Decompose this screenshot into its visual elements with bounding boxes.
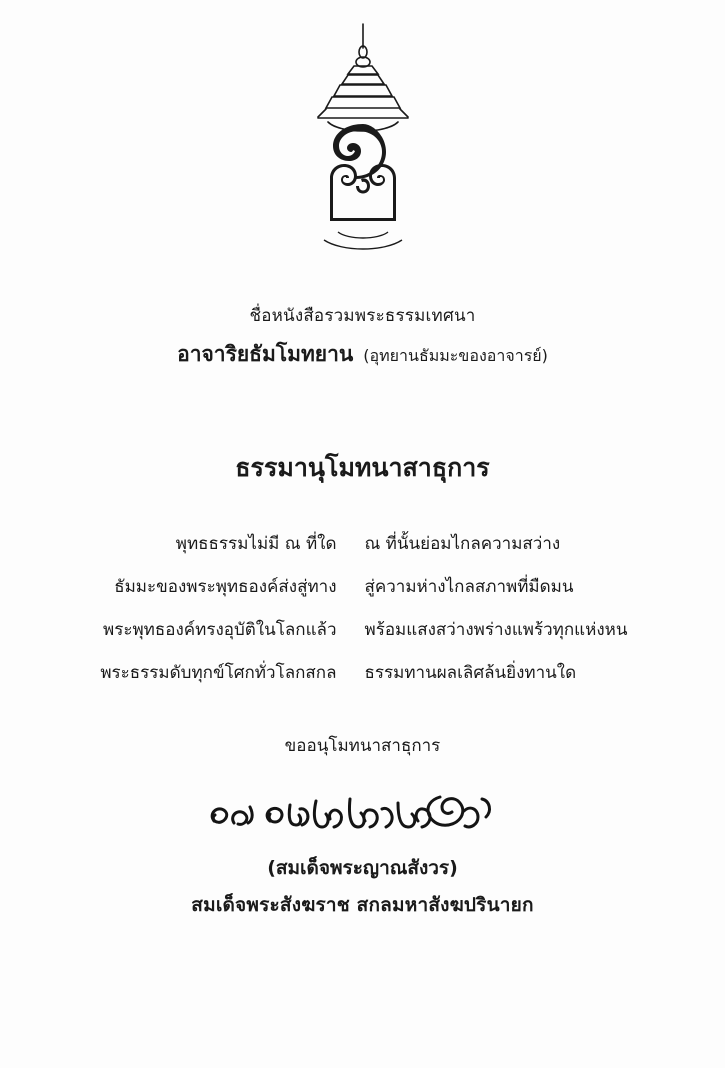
- book-title-row: [177, 339, 548, 371]
- closing-line: ขออนุโมทนาสาธุการ: [284, 736, 441, 756]
- verse-hemistich-right: ธรรมทานผลเลิศล้นยิ่งทานใด: [364, 663, 577, 683]
- verse-line: [13, 616, 713, 643]
- verse-block: [13, 530, 713, 686]
- signature-handwriting: [198, 777, 528, 849]
- verse-line: [13, 530, 713, 557]
- verse-hemistich-right: พร้อมแสงสว่างพร่างแพร้วทุกแห่งหน: [364, 620, 628, 640]
- verse-hemistich-right: ณ ที่นั้นย่อมไกลความสว่าง: [364, 534, 561, 554]
- verse-line: [13, 573, 713, 600]
- verse-hemistich-left: พุทธธรรมไม่มี ณ ที่ใด: [175, 534, 337, 554]
- signer-name: (สมเด็จพระญาณสังวร): [267, 857, 458, 879]
- signer-rank: สมเด็จพระสังฆราช สกลมหาสังฆปรินายก: [191, 894, 534, 916]
- verse-hemistich-left: พระธรรมดับทุกข์โศกทั่วโลกสกล: [100, 663, 337, 683]
- verse-line: [13, 659, 713, 686]
- verse-hemistich-left: ธัมมะของพระพุทธองค์ส่งสู่ทาง: [114, 577, 337, 597]
- verse-hemistich-right: สู่ความห่างไกลสภาพที่มืดมน: [364, 577, 574, 597]
- royal-monogram-emblem: [268, 18, 458, 268]
- verse-hemistich-left: พระพุทธองค์ทรงอุบัติในโลกแล้ว: [102, 620, 337, 640]
- title-block: [177, 304, 548, 370]
- book-series-label: ชื่อหนังสือรวมพระธรรมเทศนา: [249, 306, 476, 326]
- book-title: อาจาริยธัมโมทยาน: [177, 341, 354, 366]
- book-subtitle: (อุทยานธัมมะของอาจารย์): [363, 345, 548, 365]
- section-heading: ธรรมานุโมทนาสาธุการ: [235, 453, 490, 482]
